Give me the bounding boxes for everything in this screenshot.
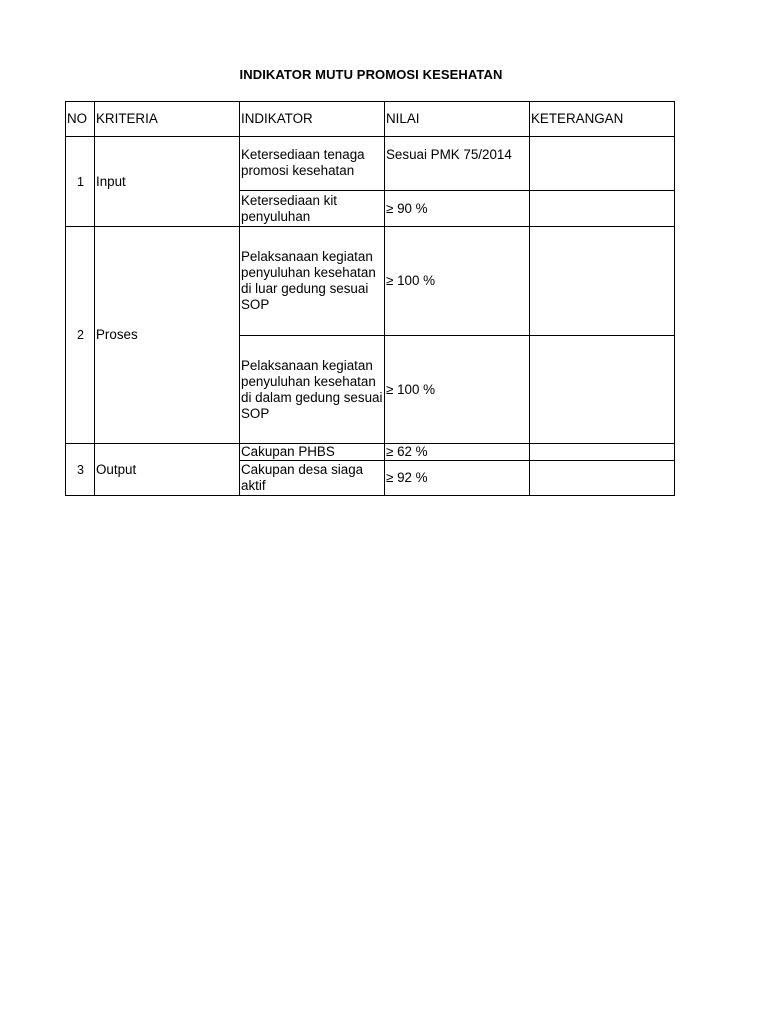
keterangan-cell xyxy=(530,461,675,496)
table-row xyxy=(66,444,675,461)
nilai-cell: ≥ 90 % xyxy=(385,191,530,227)
kriteria-cell: Output xyxy=(95,444,240,496)
row-number: 2 xyxy=(66,227,95,444)
table-row xyxy=(66,137,675,191)
indikator-cell: Cakupan desa siaga aktif xyxy=(240,461,385,496)
nilai-cell: Sesuai PMK 75/2014 xyxy=(385,137,530,191)
header-indikator: INDIKATOR xyxy=(240,102,385,137)
nilai-cell: ≥ 62 % xyxy=(385,444,530,461)
header-keterangan: KETERANGAN xyxy=(530,102,675,137)
header-no: NO xyxy=(66,102,95,137)
indikator-cell: Ketersediaan tenaga promosi kesehatan xyxy=(240,137,385,191)
kriteria-cell: Proses xyxy=(95,227,240,444)
indikator-cell: Pelaksanaan kegiatan penyuluhan kesehatan di luar gedung sesuai SOP xyxy=(240,227,385,336)
indikator-cell: Ketersediaan kit penyuluhan xyxy=(240,191,385,227)
nilai-cell: ≥ 100 % xyxy=(385,227,530,336)
document-title: INDIKATOR MUTU PROMOSI KESEHATAN xyxy=(239,67,503,82)
header-nilai: NILAI xyxy=(385,102,530,137)
row-number: 3 xyxy=(66,444,95,496)
table-header-row xyxy=(66,102,675,137)
table-row xyxy=(66,227,675,336)
indikator-cell: Cakupan PHBS xyxy=(240,444,385,461)
keterangan-cell xyxy=(530,191,675,227)
keterangan-cell xyxy=(530,336,675,444)
indikator-cell: Pelaksanaan kegiatan penyuluhan kesehatan di dalam gedung sesuai SOP xyxy=(240,336,385,444)
keterangan-cell xyxy=(530,444,675,461)
indicator-table xyxy=(65,101,675,496)
nilai-cell: ≥ 92 % xyxy=(385,461,530,496)
keterangan-cell xyxy=(530,227,675,336)
keterangan-cell xyxy=(530,137,675,191)
kriteria-cell: Input xyxy=(95,137,240,227)
row-number: 1 xyxy=(66,137,95,227)
nilai-cell: ≥ 100 % xyxy=(385,336,530,444)
header-kriteria: KRITERIA xyxy=(95,102,240,137)
